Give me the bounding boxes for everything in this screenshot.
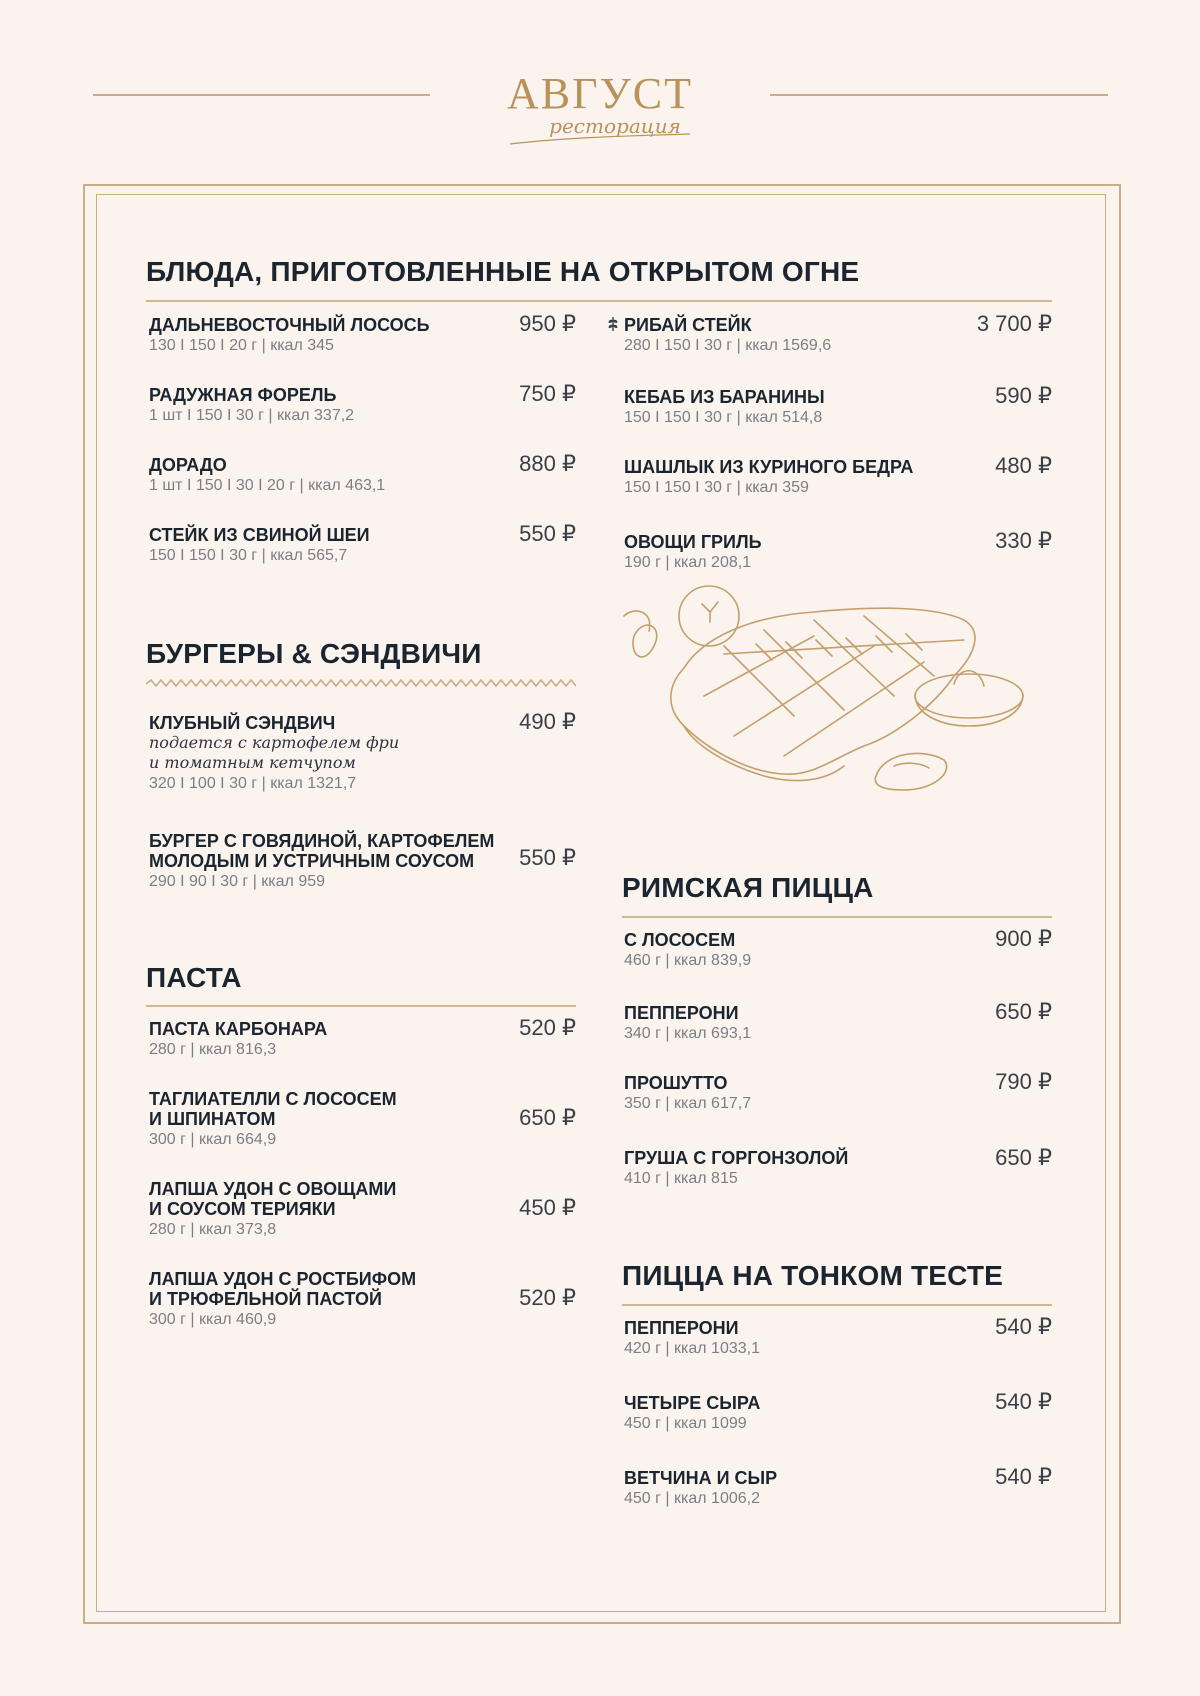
menu-item: [149, 455, 385, 497]
menu-item-name: КЛУБНЫЙ СЭНДВИЧ: [149, 713, 336, 733]
menu-item-name: ОВОЩИ ГРИЛЬ: [624, 532, 762, 552]
menu-item-price: 540 ₽: [995, 1314, 1052, 1339]
menu-item-price: 520 ₽: [519, 1015, 576, 1040]
menu-item-name: ДОРАДО: [149, 455, 227, 475]
menu-item-name: С ЛОСОСЕМ: [624, 930, 736, 950]
menu-item-description: подается с картофелем фри и томатным кетчупом: [149, 733, 400, 772]
section-rule-fire: [146, 300, 1052, 302]
section-title-fire: БЛЮДА, ПРИГОТОВЛЕННЫЕ НА ОТКРЫТОМ ОГНЕ: [146, 256, 860, 287]
menu-item: [624, 930, 751, 972]
menu-item-price: 950 ₽: [519, 311, 576, 336]
menu-item-meta: 1 шт I 150 I 30 г | ккал 337,2: [149, 407, 355, 424]
menu-item: [149, 315, 430, 357]
menu-item-meta: 450 г | ккал 1099: [624, 1415, 747, 1432]
menu-item-price: 550 ₽: [519, 845, 576, 870]
menu-item-price: 790 ₽: [995, 1069, 1052, 1094]
logo-subtitle: ресторация: [549, 114, 681, 138]
menu-item: [149, 831, 494, 893]
header-rule-right: [770, 94, 1108, 96]
section-rule-thin-pizza: [622, 1304, 1052, 1306]
menu-item: [149, 1019, 327, 1061]
menu-item-price: 540 ₽: [995, 1389, 1052, 1414]
menu-item: [149, 713, 399, 795]
menu-item: [624, 387, 825, 429]
menu-item: [149, 525, 370, 567]
menu-item-price: 480 ₽: [995, 453, 1052, 478]
menu-item-price: 900 ₽: [995, 926, 1052, 951]
menu-item-price: 880 ₽: [519, 451, 576, 476]
menu-item-name: ПРОШУТТО: [624, 1073, 728, 1093]
menu-item-name: ПАСТА КАРБОНАРА: [149, 1019, 328, 1039]
menu-item-meta: 340 г | ккал 693,1: [624, 1025, 752, 1042]
menu-item-meta: 190 г | ккал 208,1: [624, 554, 752, 571]
section-title-burgers: БУРГЕРЫ & СЭНДВИЧИ: [146, 638, 482, 669]
menu-item: [149, 1089, 397, 1151]
menu-item-price: 540 ₽: [995, 1464, 1052, 1489]
menu-item: [149, 385, 354, 427]
menu-item-meta: 280 г | ккал 816,3: [149, 1041, 277, 1058]
header-rule-left: [93, 94, 430, 96]
menu-item: [624, 1003, 751, 1045]
menu-item-meta: 410 г | ккал 815: [624, 1170, 738, 1187]
menu-item: [624, 1393, 760, 1435]
section-title-roman-pizza: РИМСКАЯ ПИЦЦА: [622, 872, 874, 903]
menu-item-meta: 460 г | ккал 839,9: [624, 952, 752, 969]
menu-item: [624, 532, 762, 574]
section-wavy-rule-burgers: [146, 678, 576, 690]
menu-item-meta: 150 I 150 I 30 г | ккал 359: [624, 479, 809, 496]
menu-item-name: ПЕППЕРОНИ: [624, 1318, 739, 1338]
menu-item-name: СТЕЙК ИЗ СВИНОЙ ШЕИ: [149, 525, 370, 545]
section-rule-pasta: [146, 1005, 576, 1007]
menu-item-price: 490 ₽: [519, 709, 576, 734]
section-title-pasta: ПАСТА: [146, 962, 242, 993]
menu-item: [624, 315, 831, 357]
menu-item: [624, 1468, 777, 1510]
menu-item-meta: 450 г | ккал 1006,2: [624, 1490, 760, 1507]
section-title-thin-pizza: ПИЦЦА НА ТОНКОМ ТЕСТЕ: [622, 1260, 1004, 1291]
menu-item-price: 550 ₽: [519, 521, 576, 546]
menu-item-name: РАДУЖНАЯ ФОРЕЛЬ: [149, 385, 337, 405]
menu-item-meta: 350 г | ккал 617,7: [624, 1095, 752, 1112]
menu-item-name: ШАШЛЫК ИЗ КУРИНОГО БЕДРА: [624, 457, 914, 477]
menu-item: [149, 1179, 396, 1241]
menu-item-name: БУРГЕР С ГОВЯДИНОЙ, КАРТОФЕЛЕМ МОЛОДЫМ И УСТРИЧНЫМ СОУСОМ: [149, 831, 495, 871]
menu-item: [624, 457, 913, 499]
menu-item-price: 650 ₽: [519, 1105, 576, 1130]
menu-item-price: 590 ₽: [995, 383, 1052, 408]
menu-item-meta: 290 I 90 I 30 г | ккал 959: [149, 873, 326, 890]
menu-item-price: 3 700 ₽: [976, 311, 1052, 336]
menu-item-price: 520 ₽: [519, 1285, 576, 1310]
menu-item-name: ГРУША С ГОРГОНЗОЛОЙ: [624, 1148, 849, 1168]
menu-item-name: ВЕТЧИНА И СЫР: [624, 1468, 778, 1488]
menu-item-meta: 1 шт I 150 I 30 I 20 г | ккал 463,1: [149, 477, 386, 494]
menu-item-name: ТАГЛИАТЕЛЛИ С ЛОСОСЕМ И ШПИНАТОМ: [149, 1089, 397, 1129]
menu-item-name: ЛАПША УДОН С ОВОЩАМИ И СОУСОМ ТЕРИЯКИ: [149, 1179, 397, 1219]
logo-swash-icon: [500, 130, 700, 150]
menu-item-price: 650 ₽: [995, 1145, 1052, 1170]
menu-item-meta: 280 I 150 I 30 г | ккал 1569,6: [624, 337, 832, 354]
menu-item-meta: 150 I 150 I 30 г | ккал 565,7: [149, 547, 348, 564]
menu-item-name: ЧЕТЫРЕ СЫРА: [624, 1393, 761, 1413]
menu-item-price: 650 ₽: [995, 999, 1052, 1024]
menu-item: [624, 1318, 760, 1360]
logo-wordmark: АВГУСТ: [507, 69, 693, 118]
wheat-icon: [606, 316, 620, 332]
menu-item-price: 450 ₽: [519, 1195, 576, 1220]
menu-item: [624, 1073, 751, 1115]
menu-item: [149, 1269, 416, 1331]
menu-item-meta: 150 I 150 I 30 г | ккал 514,8: [624, 409, 823, 426]
restaurant-logo: [490, 70, 710, 150]
steak-illustration-icon: [614, 576, 1054, 842]
menu-item-name: ПЕППЕРОНИ: [624, 1003, 739, 1023]
menu-item: [624, 1148, 848, 1190]
menu-item-name: ДАЛЬНЕВОСТОЧНЫЙ ЛОСОСЬ: [149, 315, 430, 335]
menu-item-name: РИБАЙ СТЕЙК: [624, 315, 752, 335]
menu-item-meta: 320 I 100 I 30 г | ккал 1321,7: [149, 775, 357, 792]
menu-item-name: КЕБАБ ИЗ БАРАНИНЫ: [624, 387, 825, 407]
menu-item-meta: 130 I 150 I 20 г | ккал 345: [149, 337, 334, 354]
menu-item-meta: 420 г | ккал 1033,1: [624, 1340, 760, 1357]
section-rule-roman-pizza: [622, 916, 1052, 918]
menu-item-name: ЛАПША УДОН С РОСТБИФОМ И ТРЮФЕЛЬНОЙ ПАСТОЙ: [149, 1269, 417, 1309]
menu-item-price: 750 ₽: [519, 381, 576, 406]
menu-item-meta: 300 г | ккал 460,9: [149, 1311, 277, 1328]
menu-item-meta: 300 г | ккал 664,9: [149, 1131, 277, 1148]
menu-item-price: 330 ₽: [995, 528, 1052, 553]
menu-item-meta: 280 г | ккал 373,8: [149, 1221, 277, 1238]
